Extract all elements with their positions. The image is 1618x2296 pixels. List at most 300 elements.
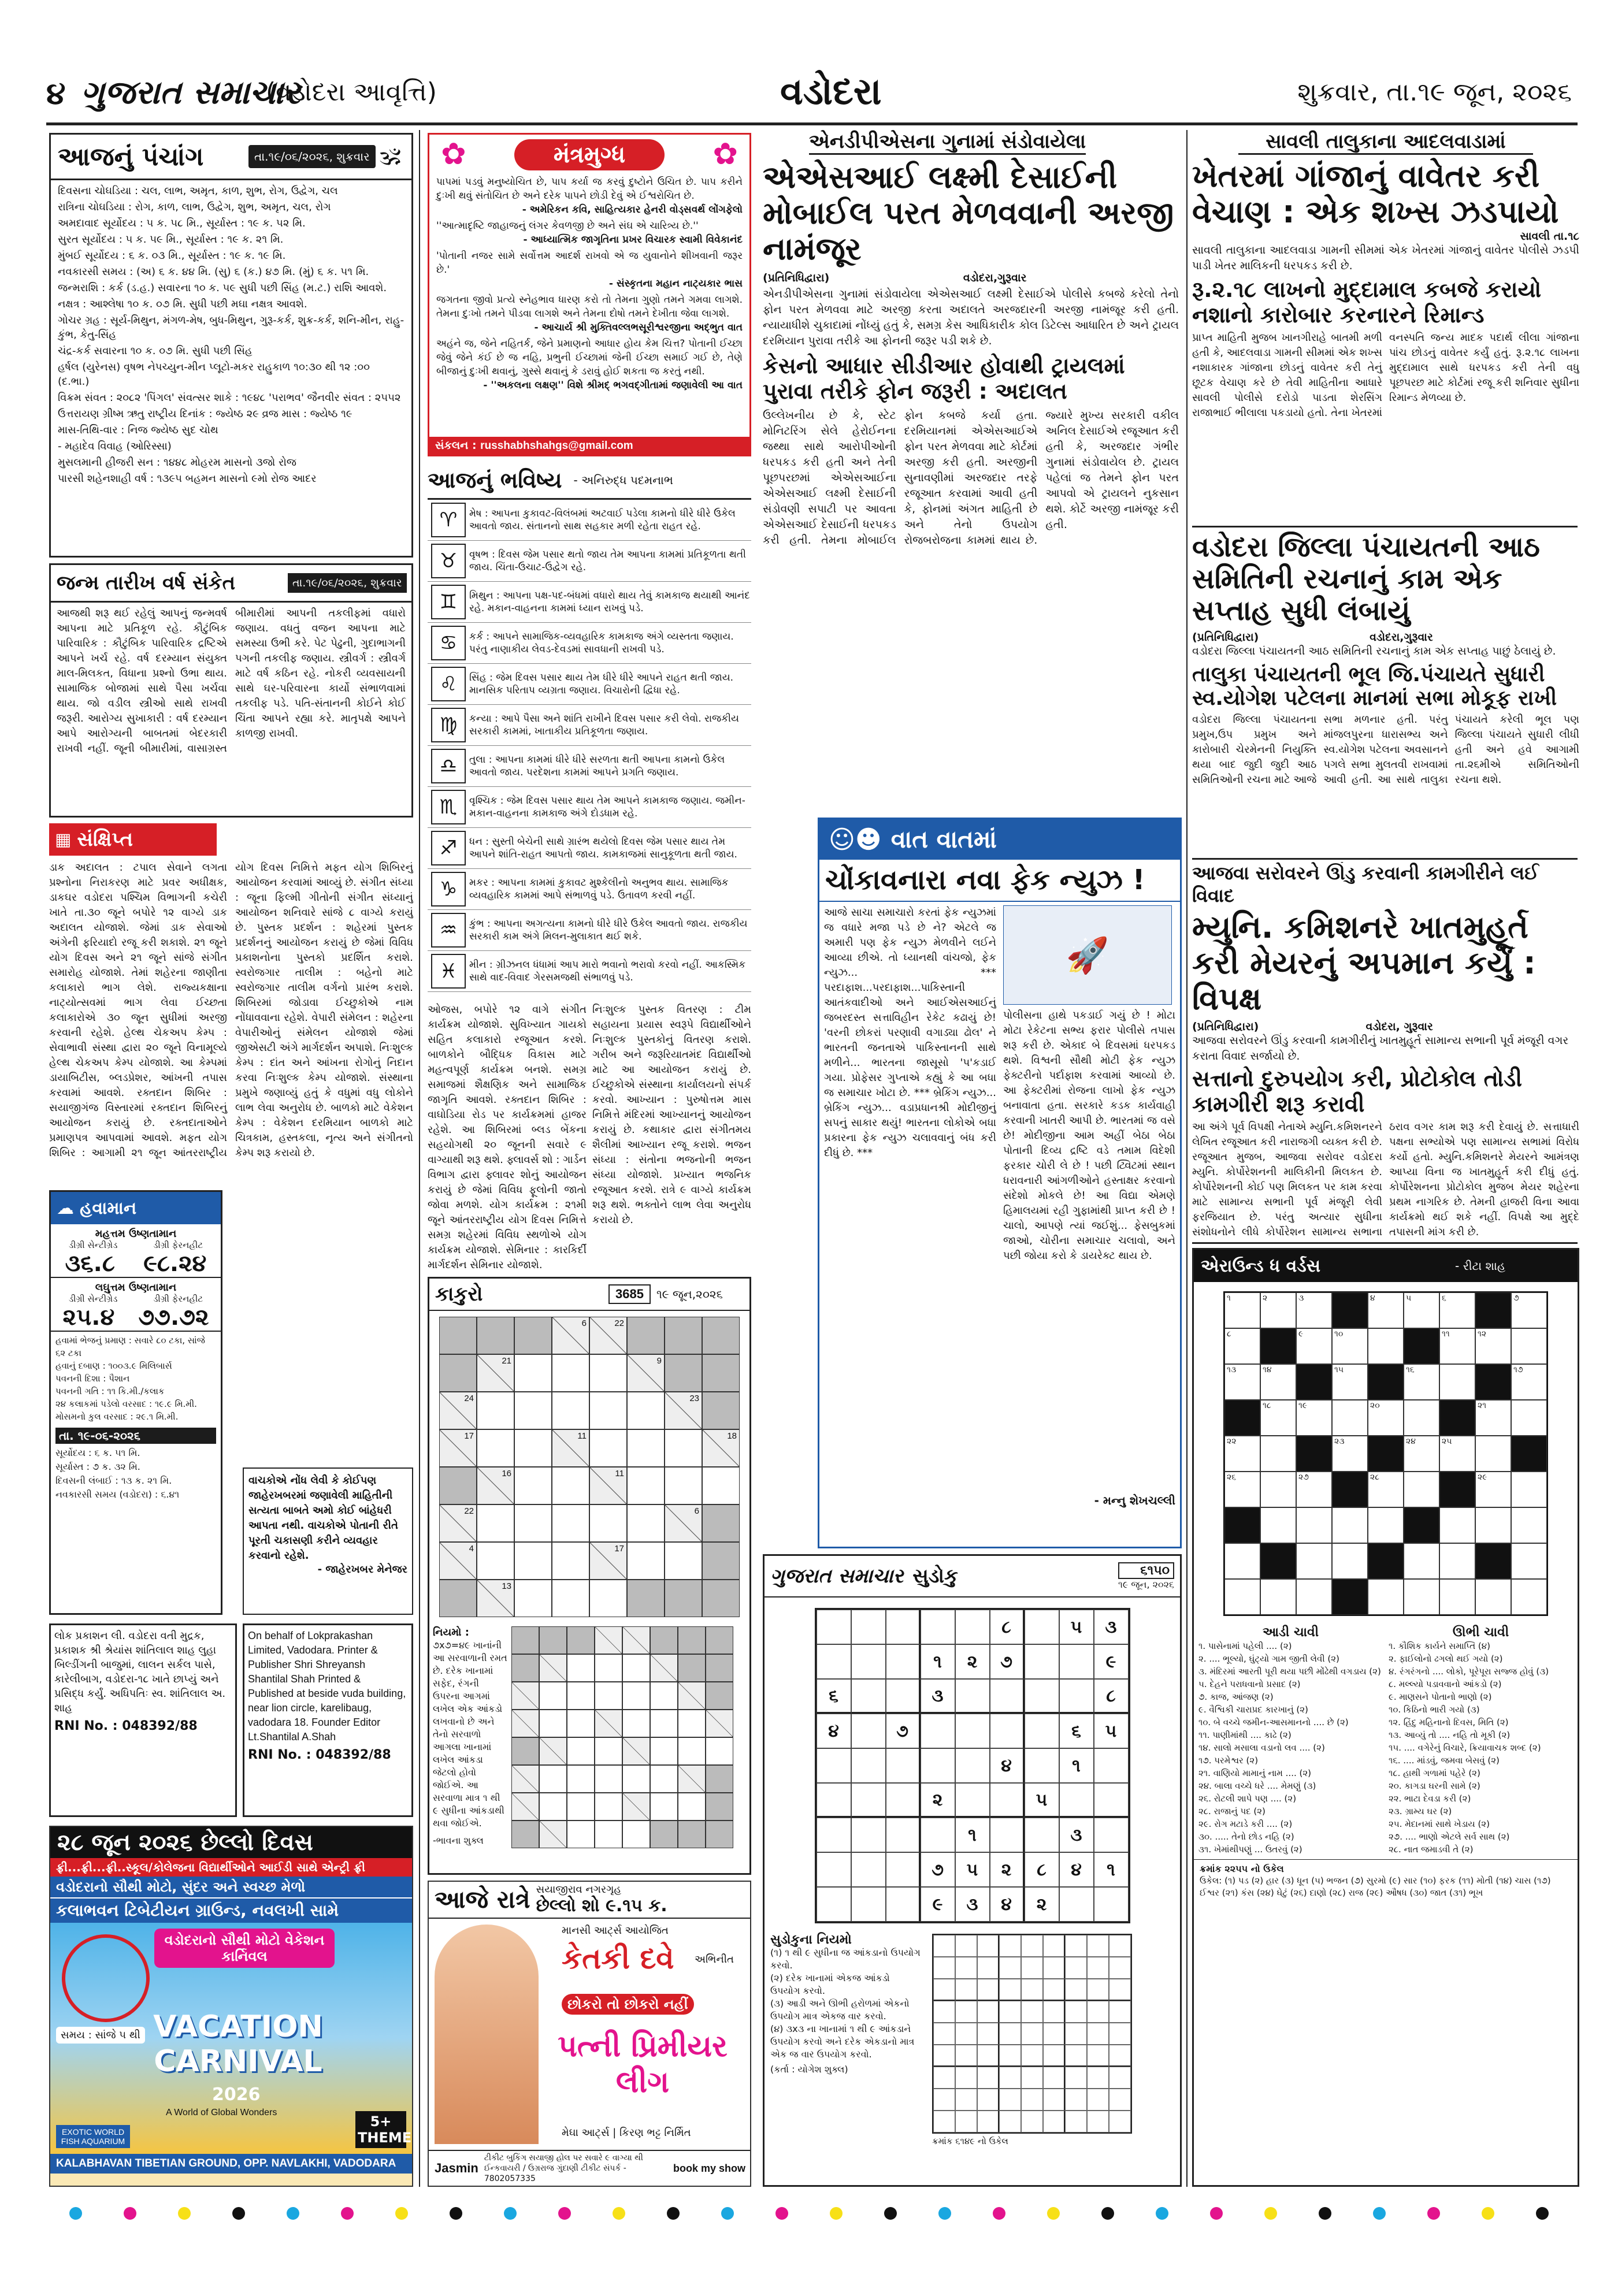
sudoku-cell[interactable] [886,1679,921,1714]
kakuro-cell[interactable] [552,1504,589,1542]
kakuro-cell[interactable] [539,1793,567,1821]
page-header [23,69,1595,121]
sudoku-cell[interactable] [1094,1748,1129,1783]
sudoku-date: ૧૯ જૂન, ૨૦૨૬ [1118,1578,1174,1590]
kakuro-cell[interactable] [650,1682,678,1710]
kakuro-cell[interactable] [514,1354,552,1392]
zodiac-icon: ♊ [431,585,466,619]
sudoku-cell[interactable] [1094,1783,1129,1818]
crossword-cell[interactable] [1224,1472,1260,1507]
weather-line: પવનની ગતિ : ૧૧ કિ.મી./કલાક [55,1386,165,1396]
kakuro-cell[interactable] [477,1392,514,1429]
mantra-email[interactable]: russhabhshahgs@gmail.com [480,440,633,452]
kakuro-clue-cell [539,1654,567,1682]
panchang-line: મુસલમાની હીજરી સન : ૧૪૪૮ મોહરમ માસનો ૩જો રોજ [58,456,296,469]
sudoku-cell[interactable] [817,1818,851,1852]
crossword-cell[interactable] [1439,1364,1475,1400]
crossword-cell[interactable] [1511,1507,1547,1543]
crossword-cell[interactable] [1296,1579,1332,1615]
kakuro-cell[interactable] [595,1737,622,1765]
kakuro-cell[interactable] [627,1542,665,1580]
sudoku-solution-cell [977,2089,999,2111]
crossword-cell[interactable] [1296,1292,1332,1328]
kakuro-blank-cell [650,1626,678,1654]
registration-dot [287,2207,299,2220]
kakuro-cell[interactable] [665,1542,702,1580]
kakuro-clue-cell [678,1682,706,1710]
sudoku-cell[interactable] [1025,1610,1059,1644]
kakuro-cell[interactable] [567,1654,595,1682]
sudoku-cell[interactable] [990,1783,1025,1818]
kakuro-cell[interactable] [678,1737,706,1765]
vacation-carnival-ad[interactable] [49,1826,413,2187]
kakuro-blank-cell [702,1354,740,1392]
lotus-icon-right: ✿ [712,137,738,172]
kakuro-clue: 17 [614,1544,624,1554]
sudoku-cell[interactable] [1059,1679,1094,1714]
kakuro-clue-cell [595,1626,622,1654]
sudoku-cell[interactable] [817,1783,851,1818]
sudoku-solution-cell [1021,2001,1043,2023]
kakuro-cell[interactable] [665,1429,702,1467]
sudoku-cell[interactable] [955,1748,990,1783]
panchang-line: - મહાદેવ વિવાહ (ઓરિસ્સા) [58,440,172,452]
sudoku-cell[interactable] [921,1610,955,1644]
sudoku-solution-cell [977,2111,999,2132]
crossword-across-clue: ૧. પાસેનામાં પહેલી .... (૨) [1198,1641,1292,1651]
kakuro-cell[interactable] [622,1821,650,1848]
crossword-cell[interactable] [1224,1543,1260,1579]
sudoku-cell[interactable] [886,1644,921,1679]
panchang-line: જન્મરાશિ : કર્ક (ડ.હ.) સવારના ૧૦ ક. ૫૯ સુધી પછી સિંહ (મ.ટ.) રાશિ આવશે. [58,282,387,294]
kakuro-cell[interactable] [477,1542,514,1580]
kakuro-cell[interactable] [650,1765,678,1793]
kakuro-clue: 18 [727,1431,737,1441]
sudoku-cell[interactable] [990,1714,1025,1748]
sudoku-cell[interactable] [1094,1887,1129,1922]
kakuro-blank-cell [678,1626,706,1654]
kakuro-blank-cell [567,1626,595,1654]
advert-notice-text: વાચકોએ નોંધ લેવી કે કોઈપણ જાહેરખબરમાં જણાવેલી માહિતીની સત્યતા બાબતે અમો કોઈ બાંહેધરી આપતા નથી. વાચકોએ પોતાની રીતે પૂરતી ચકાસણી કરીને વ્યવહાર કરવાનો રહેશે. [248,1474,398,1562]
kakuro-clue-cell [511,1793,539,1821]
crossword-down-clue: ૨. ફાઈલોનો ઢગલો થઈ ગયો (૨) [1389,1654,1503,1664]
ad-vacation-time: સમય : સાંજે ૫ થી [56,2027,145,2044]
weather-min-label: લઘુત્તમ ઉષ્ણતામાન [95,1281,177,1294]
kakuro-cell[interactable] [589,1354,627,1392]
weather-line: હવાનું દબાણ : ૧૦૦૩.૯ મિલિબાર્સ [55,1361,172,1371]
crossword-cell[interactable] [1475,1436,1511,1472]
crossword-cell[interactable] [1332,1507,1368,1543]
crossword-cell[interactable] [1439,1507,1475,1543]
crossword-down-clue: ૪. રંગરંગનો .... લોકો, પૂરેપૂરા સજ્જ હોવું (૩) [1389,1666,1549,1677]
crossword-cell[interactable] [1296,1400,1332,1436]
kakuro-cell[interactable] [702,1467,740,1504]
kakuro-cell[interactable] [589,1429,627,1467]
crossword-cell[interactable] [1332,1328,1368,1364]
kakuro-cell[interactable] [627,1467,665,1504]
left-narrow-text [763,818,812,1548]
sudoku-rule: (૩) આડી અને ઊભી હરોળમાં એકનો ઉપયોગ માત્ર એકજ વાર કરવો. [770,1998,910,2022]
kakuro-cell[interactable] [706,1737,733,1765]
crossword-cell[interactable] [1224,1579,1260,1615]
column-rule-2 [1186,130,1187,2187]
sudoku-solution-cell [1065,2023,1087,2045]
play-ad-bookmyshow[interactable]: book my show [673,2162,745,2174]
kakuro-clue-cell [439,1542,477,1580]
sudoku-cell[interactable] [1059,1887,1094,1922]
sudoku-cell[interactable] [955,1714,990,1748]
sudoku-solution-cell [977,2023,999,2045]
registration-dot [884,2207,897,2220]
sudoku-rules-title: સુડોકુના નિયમો [770,1933,852,1947]
kakuro-cell[interactable] [552,1392,589,1429]
crossword-cell[interactable] [1296,1328,1332,1364]
crossword-cell[interactable] [1368,1400,1404,1436]
crossword-cell[interactable] [1296,1472,1332,1507]
kakuro-cell[interactable] [552,1580,589,1617]
registration-dot [1101,2207,1114,2220]
kakuro-cell[interactable] [539,1682,567,1710]
crossword-cell[interactable] [1404,1400,1439,1436]
crossword-cell[interactable] [1260,1292,1296,1328]
kakuro-cell[interactable] [595,1682,622,1710]
crossword-cell[interactable] [1224,1328,1260,1364]
sudoku-cell[interactable] [851,1748,886,1783]
sudoku-cell: ૬ [817,1679,851,1714]
horoscope-row [428,705,751,746]
crossword-cell[interactable] [1404,1579,1439,1615]
kakuro-cell[interactable] [650,1737,678,1765]
sudoku-solution-cell [1065,2067,1087,2089]
kakuro-cell[interactable] [567,1765,595,1793]
kakuro-cell[interactable] [622,1765,650,1793]
sudoku-cell: ૯ [921,1887,955,1922]
crossword-solution-title: ક્રમાંક ૨૨૫૫ નો ઉકેલ [1200,1863,1284,1874]
crossword-cell[interactable] [1368,1328,1404,1364]
sudoku-cell[interactable] [1025,1748,1059,1783]
sudoku-cell[interactable] [990,1818,1025,1852]
kakuro-cell[interactable] [514,1542,552,1580]
mayor-dateline: (પ્રતિનિધિદ્વારા) વડોદરા, ગુરૂવાર [1192,1020,1433,1034]
crossword-cell[interactable] [1475,1328,1511,1364]
kakuro-clue: 6 [581,1318,587,1328]
kakuro-cell[interactable] [589,1504,627,1542]
crossword-cell[interactable] [1224,1436,1260,1472]
kakuro-clue: 16 [502,1469,511,1478]
play-ad[interactable] [428,1881,751,2187]
imprint-left-rni: RNI No. : 048392/88 [54,1719,198,1733]
sudoku-cell: ૧ [1059,1748,1094,1783]
ad-vacation-sub2: વડોદરાનો સૌથી મોટો, સુંદર અને સ્વચ્છ મેળો [50,1877,412,1897]
rule-panchayat [1192,858,1578,860]
panchang-line: ઉત્તરાયણ ગ્રીષ્મ ઋતુ રાષ્ટ્રીય દિનાંક : જ્યેષ્ઠ ૨૯ વ્રજ માસ : જ્યેષ્ઠ ૧૯ [58,408,352,420]
registration-dot [667,2207,680,2220]
sudoku-cell[interactable] [817,1748,851,1783]
kakuro-cell[interactable] [514,1504,552,1542]
crossword-cell[interactable] [1475,1400,1511,1436]
vaat-text: આજે સાચા સમાચારો કરતાં ફેક ન્યુઝમાં જ વધારે મજા પડે છે ને? એટલે જ અમારી પણ ફેક ન્યુઝ મેળવીને લઈને આવ્યા છીએ. તો ધ્યાનથી વાંચજો, ફેક ન્યુઝ... *** પરદાફાશ...પરદાફાશ...પાકિસ્તાની આતંકવાદીઓ અને આઈએસઆઈનું જબરદસ્ત સત્તાવિહીન રેકેટ કઢાયું છે! 'વરની છોકરાં પરણાવી વગાડ્યા ઢોલ' ને ભારતની જનતાએ પાકિસ્તાનની સાથે મળીને... ભારતના જાસૂસો 'પ'કડાઈ ગયા. પ્રોફેસર ગુપ્તાએ કહ્યું કે આ બધા જ સમાચાર ખોટા છે. *** બ્રેકિંગ ન્યુઝ... બ્રેકિંગ ન્યુઝ... વડાપ્રધાનશ્રી મોદીજીનું સપનું સાકાર થયું! ભારતના લોકોએ બધા પ્રકારના ફેક ન્યુઝ ચલાવવાનું બંધ કરી દીધું છે. *** [824,906,996,1160]
sudoku-cell[interactable] [886,1610,921,1644]
sudoku-cell[interactable] [921,1818,955,1852]
kakuro-cell[interactable] [650,1710,678,1737]
crossword-black-cell [1475,1543,1511,1579]
crossword-cell[interactable] [1404,1472,1439,1507]
crossword-cell[interactable] [1332,1543,1368,1579]
crossword-cell[interactable] [1475,1472,1511,1507]
kakuro-cell[interactable] [622,1682,650,1710]
sudoku-cell: ૧ [1094,1852,1129,1887]
crossword-cell[interactable] [1439,1328,1475,1364]
kakuro-cell[interactable] [567,1682,595,1710]
sudoku-solution-cell [1087,2089,1109,2111]
crossword-cell[interactable] [1260,1436,1296,1472]
crossword-cell[interactable] [1439,1579,1475,1615]
crossword-black-cell [1404,1507,1439,1543]
kakuro-cell[interactable] [650,1793,678,1821]
crossword-cell[interactable] [1224,1364,1260,1400]
crossword-cell[interactable] [1368,1292,1404,1328]
panchang-line: માસ-તિથિ-વાર : નિજ જ્યેષ્ઠ સુદ ચોથ [58,424,218,436]
crossword-cell[interactable] [1511,1579,1547,1615]
sudoku-cell[interactable] [851,1783,886,1818]
horoscope-row [428,828,751,869]
weather-line: મોસમનો કુલ વરસાદ : ૨૯.૧ મિ.મી. [55,1411,179,1422]
sudoku-cell[interactable] [1025,1714,1059,1748]
sudoku-solution-cell [1065,2045,1087,2067]
crossword-cell-number: ૨૬ [1227,1473,1237,1482]
crossword-cell[interactable] [1260,1507,1296,1543]
kakuro-cell[interactable] [552,1542,589,1580]
sudoku-cell[interactable] [817,1887,851,1922]
sudoku-solution-cell [1043,2067,1065,2089]
kakuro-cell[interactable] [678,1793,706,1821]
kakuro-cell[interactable] [552,1354,589,1392]
crossword-cell-number: ૨૮ [1370,1473,1379,1482]
crossword-cell[interactable] [1224,1292,1260,1328]
crossword-cell[interactable] [1260,1579,1296,1615]
sudoku-cell[interactable] [886,1818,921,1852]
crossword-down-clue: ૧૨. હિંદુ મહિનાનો દિવસ, મિતિ (૨) [1389,1717,1509,1727]
kakuro-cell[interactable] [627,1429,665,1467]
crossword-black-cell [1368,1436,1404,1472]
kakuro-date: ૧૯ જૂન,૨૦૨૬ [656,1287,723,1301]
crossword-down-clue: ૨૮. નાત જમાડવી તે (૨) [1389,1844,1474,1855]
crossword-cell[interactable] [1439,1292,1475,1328]
kakuro-cell[interactable] [477,1429,514,1467]
sudoku-cell: ૫ [1059,1610,1094,1644]
sudoku-cell[interactable] [1094,1818,1129,1852]
kakuro-cell[interactable] [589,1392,627,1429]
mayor-story [1192,862,1579,1238]
panchang-line: સુરત સૂર્યોદય : ૫ ક. ૫૯ મિ., સૂર્યાસ્ત : ૧૯ ક. ૨૧ મિ. [58,233,284,246]
sudoku-solution-cell [1087,1979,1109,2001]
sudoku-cell[interactable] [851,1644,886,1679]
kakuro-cell[interactable] [595,1793,622,1821]
sudoku-cell[interactable] [955,1610,990,1644]
sudoku-rule: (૨) દરેક ખાનામાં એકજ આંકડો ઉપયોગ કરવો. [770,1972,890,1996]
kakuro-cell[interactable] [514,1467,552,1504]
crossword-cell[interactable] [1260,1364,1296,1400]
registration-dot [1482,2207,1494,2220]
sudoku-cell[interactable] [851,1714,886,1748]
kakuro-cell[interactable] [678,1710,706,1737]
kakuro-clue: 13 [502,1581,511,1591]
registration-dot [775,2207,788,2220]
sudoku-cell[interactable] [817,1610,851,1644]
crossword-cell[interactable] [1332,1364,1368,1400]
panchayat-text1: વડોદરા જિલ્લા પંચાયતની આઠ સમિતિની રચનાનું કામ એક સપ્તાહ પાછું ઠેલાયું છે. [1192,644,1556,657]
ad-vacation-title: ૨૮ જૂન ૨૦૨૬ છેલ્લો દિવસ [50,1827,412,1858]
kakuro-cell[interactable] [627,1504,665,1542]
sudoku-cell[interactable] [921,1748,955,1783]
sudoku-solution-cell [1087,2045,1109,2067]
sudoku-cell[interactable] [886,1748,921,1783]
crossword-cell[interactable] [1404,1364,1439,1400]
kakuro-blank-cell [702,1580,740,1617]
kakuro-blank-cell [665,1354,702,1392]
mantra-box [428,133,751,456]
sudoku-cell[interactable] [851,1852,886,1887]
kakuro-clue-cell [439,1504,477,1542]
zodiac-icon: ♈ [431,503,466,537]
zodiac-icon: ♍ [431,708,466,742]
kakuro-cell[interactable] [514,1429,552,1467]
vaat-headline: ચોંકાવનારા નવા ફેક ન્યુઝ ! [819,860,1180,902]
kakuro-cell[interactable] [627,1392,665,1429]
sudoku-cell[interactable] [851,1818,886,1852]
sudoku-cell: ૪ [990,1887,1025,1922]
crossword-cell[interactable] [1368,1472,1404,1507]
ad-vacation-year: 2026 [212,2085,261,2105]
kakuro-cell[interactable] [595,1765,622,1793]
crossword-cell[interactable] [1439,1436,1475,1472]
weather-lines [51,1332,221,1425]
crossword-across-clue: ૨૧. વાણિયો મામાનું નામ .... (૨) [1198,1768,1312,1778]
sudoku-solution-cell [1043,1935,1065,1957]
crossword-cell-number: ૮ [1227,1329,1231,1339]
zodiac-icon: ♌ [431,667,466,701]
kakuro-cell[interactable] [514,1580,552,1617]
sudoku-cell[interactable] [886,1887,921,1922]
kakuro-cell[interactable] [567,1737,595,1765]
kakuro-cell[interactable] [552,1467,589,1504]
sudoku-cell[interactable] [990,1679,1025,1714]
sudoku-cell[interactable] [886,1783,921,1818]
panchang-box [49,133,413,558]
crossword-across-clue: ૩૦. ..... તેનો છોડ નહિ (૨) [1198,1831,1294,1842]
crossword-cell-number: ૨૯ [1478,1473,1487,1482]
crossword-across-clue: ૨૪. બાલા વચ્ચે ધરે .... મેમણું (૩) [1198,1781,1316,1791]
crossword-cell[interactable] [1511,1364,1547,1400]
crossword-cell[interactable] [1511,1400,1547,1436]
kakuro-cell[interactable] [539,1710,567,1737]
kakuro-cell[interactable] [539,1765,567,1793]
panchang-line: મુંબઈ સૂર્યોદય : ૬ ક. ૦૩ મિ., સૂર્યાસ્ત : ૧૯ ક. ૧૯ મિ. [58,250,286,262]
kakuro-cell[interactable] [567,1710,595,1737]
bhavishya-items [428,500,751,992]
crossword-grid [1223,1291,1548,1616]
kakuro-cell[interactable] [514,1392,552,1429]
crossword-cell[interactable] [1475,1579,1511,1615]
sudoku-cell[interactable] [886,1852,921,1887]
sudoku-cell[interactable] [817,1852,851,1887]
crossword-cell[interactable] [1475,1507,1511,1543]
sudoku-cell[interactable] [955,1783,990,1818]
sudoku-cell: ૮ [1025,1852,1059,1887]
weather-min-f: ૭૭.૭૨ [138,1304,209,1331]
horoscope-text: વૃષભ : દિવસ જેમ પસાર થતો જાય તેમ આપના કામમાં પ્રતિકૂળતા થતી જાય. ચિંતા-ઉચાટ-ઉદ્વેગ રહે. [469,549,747,573]
sudoku-cell[interactable] [817,1644,851,1679]
kakuro-cell[interactable] [595,1821,622,1848]
crossword-cell[interactable] [1511,1543,1547,1579]
sudoku-cell: ૫ [1025,1783,1059,1818]
weather-max-f-label: ડીગ્રી ફેરનહીટ [153,1240,203,1250]
sudoku-solution-cell [1109,1979,1131,2001]
sankshipt-section [49,823,413,1184]
ganesh-icon: 🕉 [380,143,401,170]
crossword-cell[interactable] [1404,1543,1439,1579]
sudoku-solution-cell [1109,2023,1131,2045]
sudoku-cell[interactable] [921,1714,955,1748]
crossword-cell[interactable] [1260,1472,1296,1507]
kakuro-cell[interactable] [589,1580,627,1617]
kakuro-cell[interactable] [665,1467,702,1504]
mayor-text1: આજવા સરોવરને ઊંડુ કરવાની કામગીરીનું ખાતમુહૂર્ત સામાન્ય સભાની પૂર્વ મંજૂરી વગર કરાતા વિવાદ સર્જાયો છે. [1192,1034,1569,1063]
kakuro-cell[interactable] [622,1710,650,1737]
crossword-cell[interactable] [1368,1579,1404,1615]
kakuro-cell[interactable] [567,1793,595,1821]
kakuro-cell[interactable] [477,1504,514,1542]
sudoku-cell[interactable] [1059,1644,1094,1679]
crossword-cell[interactable] [1332,1436,1368,1472]
sudoku-cell[interactable] [1025,1818,1059,1852]
crossword-cell[interactable] [1260,1400,1296,1436]
birthday-title: જન્મ તારીખ વર્ષ સંકેત [57,571,236,595]
ndps-headline: એએસઆઈ લક્ષ્મી દેસાઈની મોબાઈલ પરત મેળવવાની અરજી નામંજૂર [763,159,1174,268]
kakuro-cell[interactable] [567,1821,595,1848]
crossword-cell[interactable] [1511,1472,1547,1507]
kakuro-clue-cell [665,1504,702,1542]
kakuro-cell[interactable] [622,1654,650,1682]
crossword-cell[interactable] [1332,1400,1368,1436]
sudoku-cell[interactable] [1025,1644,1059,1679]
kakuro-cell[interactable] [595,1654,622,1682]
kakuro-blank-cell [477,1317,514,1354]
sudoku-cell[interactable] [1059,1783,1094,1818]
sudoku-cell[interactable] [851,1679,886,1714]
birthday-header [51,565,411,603]
crossword-cell[interactable] [1404,1292,1439,1328]
crossword-cell[interactable] [1511,1328,1547,1364]
crossword-cell[interactable] [1439,1543,1475,1579]
sudoku-rule: (૪) ૩x૩ ના ખાનામાં ૧ થી ૯ આંકડાને ઉપયોગ કરવો અને દરેક એકડાનો માત્ર એક જ વાર ઉપયોગ કરવો. [770,2023,915,2060]
crossword-cell[interactable] [1511,1292,1547,1328]
crossword-cell[interactable] [1404,1436,1439,1472]
sudoku-solution-cell [1021,2045,1043,2067]
crossword-cell[interactable] [1368,1507,1404,1543]
sudoku-cell: ૯ [1094,1644,1129,1679]
sudoku-cell[interactable] [955,1679,990,1714]
horoscope-text: વૃશ્ચિક : જેમ દિવસ પસાર થાય તેમ આપને કામકાજ જણાય. જમીન-મકાન-વાહનના કામકાજ અંગે દોડધામ રહે. [469,795,745,819]
crossword-cell[interactable] [1296,1543,1332,1579]
sudoku-cell[interactable] [851,1887,886,1922]
panchang-line: દિવસના ચોઘડિયા : ચલ, લાભ, અમૃત, કાળ, શુભ, રોગ, ઉદ્વેગ, ચલ [58,185,338,197]
sudoku-cell[interactable] [1025,1679,1059,1714]
sudoku-cell[interactable] [851,1610,886,1644]
crossword-cell[interactable] [1296,1507,1332,1543]
kakuro-blank-cell [511,1737,539,1765]
kakuro-clue-cell [552,1317,589,1354]
